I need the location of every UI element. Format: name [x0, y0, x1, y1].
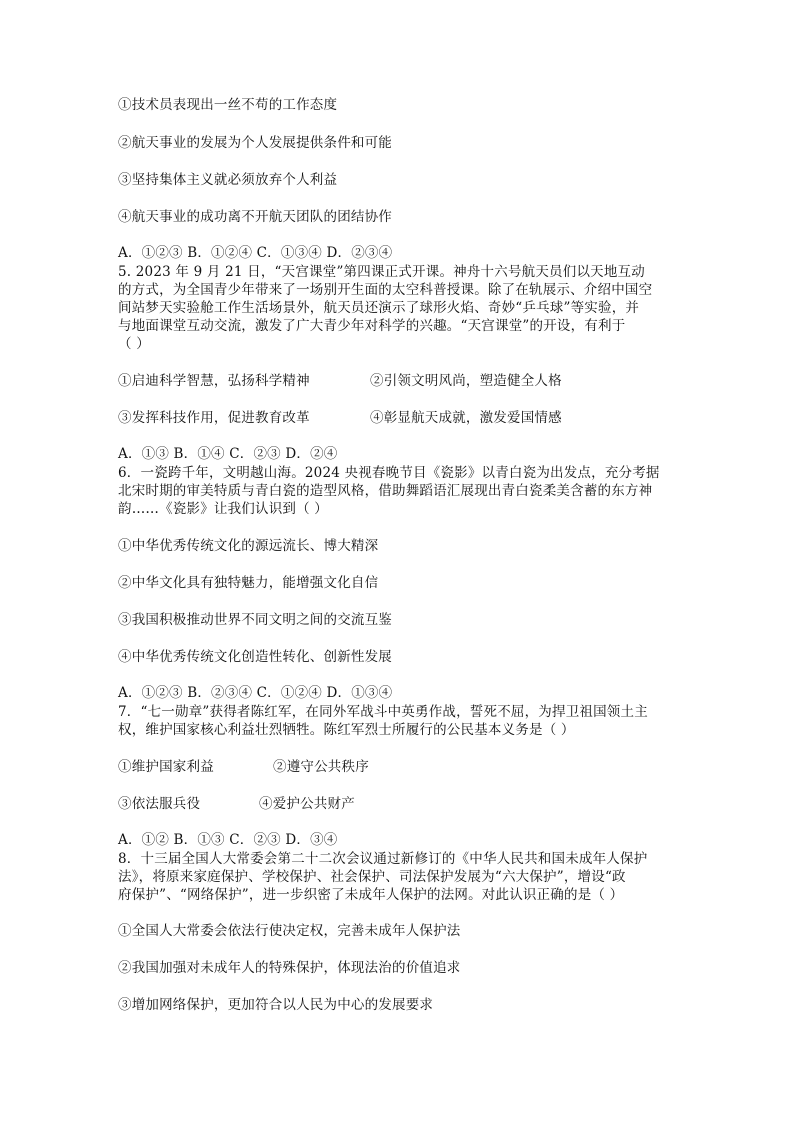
q8-option-3: ③增加网络保护，更加符合以人民为中心的发展要求	[118, 997, 434, 1013]
q5-stem-line-1: 5. 2023 年 9 月 21 日，“天宫课堂”第四课正式开课。神舟十六号航天员们以天地互动	[118, 264, 645, 280]
q6-stem-line-1: 6．一瓷跨千年，文明越山海。2024 央视春晚节目《瓷影》以青白瓷为出发点，充分考据	[118, 465, 660, 481]
q4-option-1: ①技术员表现出一丝不苟的工作态度	[118, 97, 338, 113]
q8-option-2: ②我国加强对未成年人的特殊保护，体现法治的价值追求	[118, 960, 461, 976]
q8-stem-line-3: 府保护”、“网络保护”，进一步织密了未成年人保护的法网。对此认识正确的是（ ）	[118, 887, 624, 903]
q5-stem-line-4: 与地面课堂互动交流，激发了广大青少年对科学的兴趣。“天宫课堂”的开设，有利于	[118, 318, 626, 334]
q7-option-row-2	[118, 796, 355, 812]
q5-stem-line-2: 的方式，为全国青少年带来了一场别开生面的太空科普授课。除了在轨展示、介绍中国空	[118, 282, 653, 298]
q8-stem-line-1: 8．十三届全国人大常委会第二十二次会议通过新修订的《中华人民共和国未成年人保护	[118, 851, 648, 867]
q8-stem-line-2: 法》，将原来家庭保护、学校保护、社会保护、司法保护发展为“六大保护”，增设“政	[118, 869, 626, 885]
q4-option-3: ③坚持集体主义就必须放弃个人利益	[118, 172, 338, 188]
q7-option-2: ②遵守公共秩序	[273, 759, 369, 775]
q8-option-1: ①全国人大常委会依法行使决定权，完善未成年人保护法	[118, 923, 461, 939]
q6-answer-choices: A．①②③ B．②③④ C．①②④ D．①③④	[118, 685, 393, 701]
q5-option-row-1	[118, 373, 562, 389]
q5-option-1: ①启迪科学智慧，弘扬科学精神	[118, 373, 310, 389]
q7-stem-line-1: 7．“七一勋章”获得者陈红军，在同外军战斗中英勇作战，誓死不屈，为捍卫祖国领土主	[118, 704, 648, 720]
q4-answer-choices: A．①②③ B．①②④ C．①③④ D．②③④	[118, 245, 393, 261]
q6-option-2: ②中华文化具有独特魅力，能增强文化自信	[118, 575, 379, 591]
q6-option-3: ③我国积极推动世界不同文明之间的交流互鉴	[118, 612, 392, 628]
q5-option-row-2	[118, 410, 562, 426]
q7-option-1: ①维护国家利益	[118, 759, 214, 775]
q5-option-4: ④彰显航天成就，激发爱国情感	[370, 410, 562, 426]
q5-stem-line-3: 间站梦天实验舱工作生活场景外，航天员还演示了球形火焰、奇妙“乒乓球”等实验，并	[118, 300, 640, 316]
q7-answer-choices: A．①② B．①③ C．②③ D．③④	[118, 832, 338, 848]
q5-stem-line-5: （ ）	[118, 336, 150, 352]
q7-option-4: ④爱护公共财产	[259, 796, 355, 812]
q5-option-3: ③发挥科技作用，促进教育改革	[118, 410, 310, 426]
q7-stem-line-2: 权，维护国家核心利益壮烈牺牲。陈红军烈士所履行的公民基本义务是（ ）	[118, 722, 575, 738]
q5-answer-choices: A．①③ B．①④ C．②③ D．②④	[118, 446, 338, 462]
q6-stem-line-3: 韵……《瓷影》让我们认识到（ ）	[118, 501, 328, 517]
q6-option-1: ①中华优秀传统文化的源远流长、博大精深	[118, 538, 379, 554]
q7-option-row-1	[118, 759, 369, 775]
q6-stem-line-2: 北宋时期的审美特质与青白瓷的造型风格，借助舞蹈语汇展现出青白瓷柔美含蓄的东方神	[118, 483, 653, 499]
q6-option-4: ④中华优秀传统文化创造性转化、创新性发展	[118, 649, 392, 665]
q7-option-3: ③依法服兵役	[118, 796, 201, 812]
q4-option-2: ②航天事业的发展为个人发展提供条件和可能	[118, 135, 392, 151]
q4-option-4: ④航天事业的成功离不开航天团队的团结协作	[118, 209, 392, 225]
q5-option-2: ②引领文明风尚，塑造健全人格	[370, 373, 562, 389]
